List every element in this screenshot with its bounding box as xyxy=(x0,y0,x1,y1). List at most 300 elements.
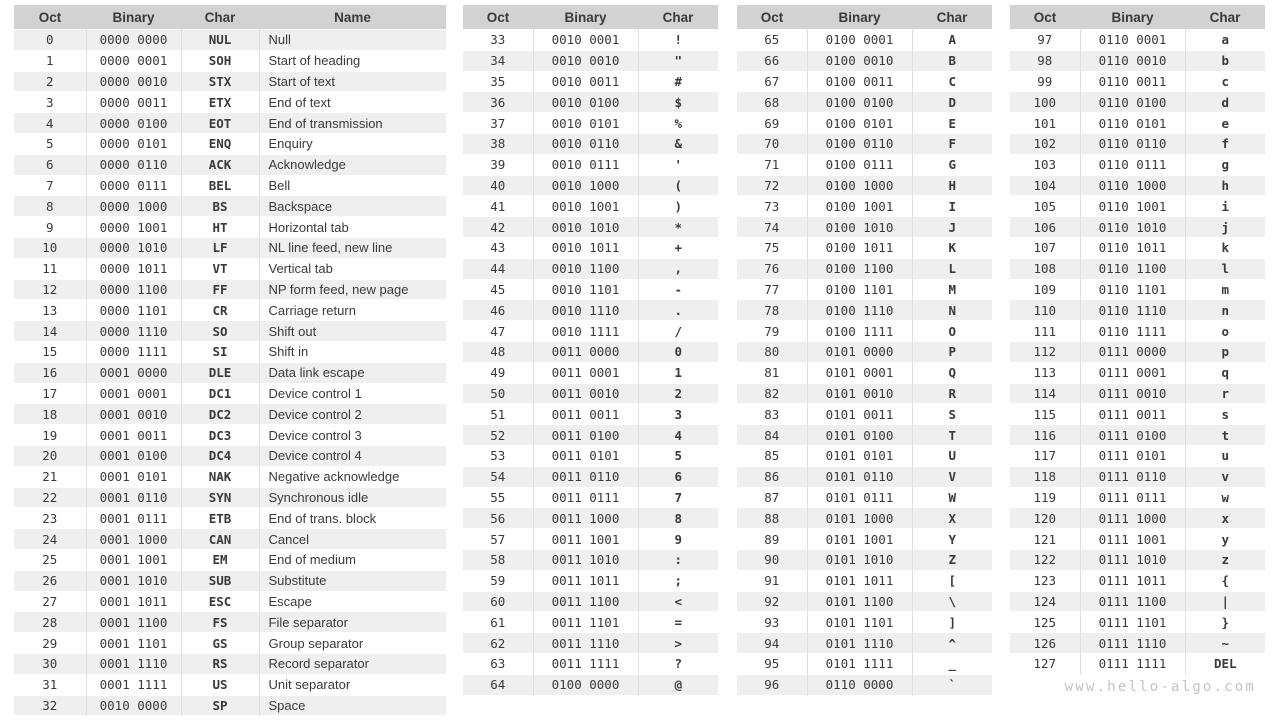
char-cell: q xyxy=(1185,362,1265,383)
oct-cell: 36 xyxy=(463,92,533,113)
binary-cell: 0110 1000 xyxy=(1080,175,1185,196)
table-row xyxy=(14,71,446,92)
char-cell: CAN xyxy=(181,529,259,550)
char-cell: T xyxy=(912,425,992,446)
char-cell: d xyxy=(1185,92,1265,113)
binary-cell: 0000 0001 xyxy=(86,50,181,71)
binary-cell: 0100 1110 xyxy=(807,300,912,321)
char-cell: t xyxy=(1185,425,1265,446)
char-cell: a xyxy=(1185,30,1265,51)
column-header: Char xyxy=(638,5,718,30)
table-row xyxy=(14,113,446,134)
oct-cell: 65 xyxy=(737,30,807,51)
binary-cell: 0100 0110 xyxy=(807,133,912,154)
binary-cell: 0001 1100 xyxy=(86,612,181,633)
table-row xyxy=(1010,175,1265,196)
oct-cell: 99 xyxy=(1010,71,1080,92)
oct-cell: 105 xyxy=(1010,196,1080,217)
table-row xyxy=(14,92,446,113)
table-row xyxy=(14,321,446,342)
table-row xyxy=(737,300,992,321)
table-row xyxy=(14,674,446,695)
oct-cell: 82 xyxy=(737,383,807,404)
char-cell: @ xyxy=(638,674,718,695)
oct-cell: 103 xyxy=(1010,154,1080,175)
char-cell: Y xyxy=(912,529,992,550)
column-header: Oct xyxy=(737,5,807,30)
char-cell: SOH xyxy=(181,50,259,71)
table-row xyxy=(737,508,992,529)
oct-cell: 62 xyxy=(463,633,533,654)
table-row xyxy=(1010,300,1265,321)
oct-cell: 14 xyxy=(14,321,86,342)
oct-cell: 79 xyxy=(737,321,807,342)
binary-cell: 0111 0011 xyxy=(1080,404,1185,425)
binary-cell: 0110 0000 xyxy=(807,674,912,695)
oct-cell: 31 xyxy=(14,674,86,695)
table-row xyxy=(14,175,446,196)
char-cell: C xyxy=(912,71,992,92)
char-cell: _ xyxy=(912,653,992,674)
char-cell: p xyxy=(1185,341,1265,362)
oct-cell: 71 xyxy=(737,154,807,175)
table-row xyxy=(14,217,446,238)
oct-cell: 2 xyxy=(14,71,86,92)
header-row xyxy=(1010,5,1265,30)
binary-cell: 0101 0000 xyxy=(807,341,912,362)
oct-cell: 97 xyxy=(1010,30,1080,51)
char-cell: D xyxy=(912,92,992,113)
binary-cell: 0001 1111 xyxy=(86,674,181,695)
oct-cell: 90 xyxy=(737,549,807,570)
column-header: Binary xyxy=(533,5,638,30)
char-cell: \ xyxy=(912,591,992,612)
char-cell: L xyxy=(912,258,992,279)
ascii-table-control-chars xyxy=(14,5,446,716)
binary-cell: 0001 0100 xyxy=(86,445,181,466)
binary-cell: 0100 0001 xyxy=(807,30,912,51)
char-cell: EOT xyxy=(181,113,259,134)
name-cell: Device control 4 xyxy=(259,445,446,466)
oct-cell: 86 xyxy=(737,466,807,487)
name-cell: Device control 2 xyxy=(259,404,446,425)
ascii-table-uppercase-letters xyxy=(737,5,992,696)
oct-cell: 17 xyxy=(14,383,86,404)
char-cell: A xyxy=(912,30,992,51)
oct-cell: 89 xyxy=(737,529,807,550)
oct-cell: 75 xyxy=(737,237,807,258)
binary-cell: 0010 0110 xyxy=(533,133,638,154)
oct-cell: 50 xyxy=(463,383,533,404)
oct-cell: 42 xyxy=(463,217,533,238)
binary-cell: 0100 1011 xyxy=(807,237,912,258)
binary-cell: 0010 0001 xyxy=(533,30,638,51)
oct-cell: 40 xyxy=(463,175,533,196)
char-cell: P xyxy=(912,341,992,362)
name-cell: Backspace xyxy=(259,196,446,217)
oct-cell: 49 xyxy=(463,362,533,383)
table-row xyxy=(737,591,992,612)
binary-cell: 0110 0101 xyxy=(1080,113,1185,134)
binary-cell: 0011 1010 xyxy=(533,549,638,570)
char-cell: j xyxy=(1185,217,1265,238)
table-row xyxy=(14,133,446,154)
table-row xyxy=(463,487,718,508)
name-cell: Vertical tab xyxy=(259,258,446,279)
name-cell: Horizontal tab xyxy=(259,217,446,238)
char-cell: ^ xyxy=(912,633,992,654)
oct-cell: 23 xyxy=(14,508,86,529)
table-row xyxy=(737,133,992,154)
binary-cell: 0111 0100 xyxy=(1080,425,1185,446)
oct-cell: 78 xyxy=(737,300,807,321)
oct-cell: 87 xyxy=(737,487,807,508)
binary-cell: 0100 0000 xyxy=(533,674,638,695)
binary-cell: 0001 1101 xyxy=(86,633,181,654)
binary-cell: 0011 0010 xyxy=(533,383,638,404)
binary-cell: 0111 1100 xyxy=(1080,591,1185,612)
oct-cell: 0 xyxy=(14,30,86,51)
binary-cell: 0001 0101 xyxy=(86,466,181,487)
binary-cell: 0101 1000 xyxy=(807,508,912,529)
binary-cell: 0000 0000 xyxy=(86,30,181,51)
char-cell: 8 xyxy=(638,508,718,529)
oct-cell: 20 xyxy=(14,445,86,466)
char-cell: SP xyxy=(181,695,259,716)
binary-cell: 0100 0011 xyxy=(807,71,912,92)
char-cell: STX xyxy=(181,71,259,92)
char-cell: CR xyxy=(181,300,259,321)
oct-cell: 38 xyxy=(463,133,533,154)
oct-cell: 44 xyxy=(463,258,533,279)
table-row xyxy=(1010,425,1265,446)
char-cell: BS xyxy=(181,196,259,217)
binary-cell: 0001 0000 xyxy=(86,362,181,383)
binary-cell: 0101 0010 xyxy=(807,383,912,404)
binary-cell: 0011 0110 xyxy=(533,466,638,487)
name-cell: Carriage return xyxy=(259,300,446,321)
char-cell: V xyxy=(912,466,992,487)
char-cell: o xyxy=(1185,321,1265,342)
binary-cell: 0111 0110 xyxy=(1080,466,1185,487)
binary-cell: 0000 0011 xyxy=(86,92,181,113)
binary-cell: 0011 0011 xyxy=(533,404,638,425)
binary-cell: 0111 1001 xyxy=(1080,529,1185,550)
table-row xyxy=(463,445,718,466)
table-row xyxy=(463,237,718,258)
binary-cell: 0111 0000 xyxy=(1080,341,1185,362)
binary-cell: 0101 0111 xyxy=(807,487,912,508)
char-cell: ACK xyxy=(181,154,259,175)
oct-cell: 21 xyxy=(14,466,86,487)
char-cell: c xyxy=(1185,71,1265,92)
table-row xyxy=(14,612,446,633)
name-cell: End of transmission xyxy=(259,113,446,134)
char-cell: + xyxy=(638,237,718,258)
table-row xyxy=(737,154,992,175)
table-row xyxy=(463,92,718,113)
oct-cell: 110 xyxy=(1010,300,1080,321)
char-cell: VT xyxy=(181,258,259,279)
char-cell: % xyxy=(638,113,718,134)
binary-cell: 0011 1111 xyxy=(533,653,638,674)
char-cell: S xyxy=(912,404,992,425)
binary-cell: 0000 0110 xyxy=(86,154,181,175)
char-cell: SUB xyxy=(181,570,259,591)
table-row xyxy=(1010,258,1265,279)
oct-cell: 122 xyxy=(1010,549,1080,570)
char-cell: m xyxy=(1185,279,1265,300)
oct-cell: 5 xyxy=(14,133,86,154)
oct-cell: 120 xyxy=(1010,508,1080,529)
binary-cell: 0000 1011 xyxy=(86,258,181,279)
table-row xyxy=(737,30,992,51)
oct-cell: 117 xyxy=(1010,445,1080,466)
oct-cell: 102 xyxy=(1010,133,1080,154)
oct-cell: 70 xyxy=(737,133,807,154)
table-row xyxy=(737,237,992,258)
binary-cell: 0100 1000 xyxy=(807,175,912,196)
table-row xyxy=(1010,196,1265,217)
name-cell: NP form feed, new page xyxy=(259,279,446,300)
binary-cell: 0111 1011 xyxy=(1080,570,1185,591)
table-row xyxy=(14,549,446,570)
oct-cell: 19 xyxy=(14,425,86,446)
table-row xyxy=(1010,279,1265,300)
binary-cell: 0011 1100 xyxy=(533,591,638,612)
binary-cell: 0010 1101 xyxy=(533,279,638,300)
binary-cell: 0101 1100 xyxy=(807,591,912,612)
binary-cell: 0100 1111 xyxy=(807,321,912,342)
oct-cell: 61 xyxy=(463,612,533,633)
table-row xyxy=(737,549,992,570)
binary-cell: 0101 0110 xyxy=(807,466,912,487)
table-row xyxy=(463,362,718,383)
char-cell: ) xyxy=(638,196,718,217)
oct-cell: 34 xyxy=(463,50,533,71)
column-header: Char xyxy=(1185,5,1265,30)
char-cell: / xyxy=(638,321,718,342)
oct-cell: 37 xyxy=(463,113,533,134)
binary-cell: 0101 0001 xyxy=(807,362,912,383)
char-cell: RS xyxy=(181,653,259,674)
table-row xyxy=(14,487,446,508)
binary-cell: 0010 0000 xyxy=(86,695,181,716)
table-row xyxy=(463,529,718,550)
char-cell: f xyxy=(1185,133,1265,154)
table-row xyxy=(463,633,718,654)
binary-cell: 0110 1011 xyxy=(1080,237,1185,258)
name-cell: End of trans. block xyxy=(259,508,446,529)
char-cell: l xyxy=(1185,258,1265,279)
binary-cell: 0010 0101 xyxy=(533,113,638,134)
char-cell: SI xyxy=(181,341,259,362)
name-cell: Cancel xyxy=(259,529,446,550)
char-cell: O xyxy=(912,321,992,342)
binary-cell: 0101 1101 xyxy=(807,612,912,633)
binary-cell: 0001 1001 xyxy=(86,549,181,570)
table-row xyxy=(1010,237,1265,258)
oct-cell: 66 xyxy=(737,50,807,71)
oct-cell: 116 xyxy=(1010,425,1080,446)
oct-cell: 47 xyxy=(463,321,533,342)
binary-cell: 0000 0100 xyxy=(86,113,181,134)
table-row xyxy=(463,300,718,321)
table-row xyxy=(463,154,718,175)
table-row xyxy=(737,633,992,654)
binary-cell: 0111 1010 xyxy=(1080,549,1185,570)
char-cell: NAK xyxy=(181,466,259,487)
oct-cell: 25 xyxy=(14,549,86,570)
binary-cell: 0101 1001 xyxy=(807,529,912,550)
table-row xyxy=(737,71,992,92)
oct-cell: 24 xyxy=(14,529,86,550)
name-cell: Enquiry xyxy=(259,133,446,154)
binary-cell: 0011 1000 xyxy=(533,508,638,529)
char-cell: w xyxy=(1185,487,1265,508)
table-row xyxy=(463,30,718,51)
char-cell: i xyxy=(1185,196,1265,217)
header-row xyxy=(463,5,718,30)
name-cell: Bell xyxy=(259,175,446,196)
binary-cell: 0001 1010 xyxy=(86,570,181,591)
name-cell: Device control 3 xyxy=(259,425,446,446)
oct-cell: 124 xyxy=(1010,591,1080,612)
table-row xyxy=(463,591,718,612)
oct-cell: 10 xyxy=(14,237,86,258)
table-row xyxy=(14,237,446,258)
oct-cell: 113 xyxy=(1010,362,1080,383)
char-cell: ( xyxy=(638,175,718,196)
char-cell: ` xyxy=(912,674,992,695)
oct-cell: 46 xyxy=(463,300,533,321)
oct-cell: 73 xyxy=(737,196,807,217)
oct-cell: 106 xyxy=(1010,217,1080,238)
char-cell: 3 xyxy=(638,404,718,425)
char-cell: ENQ xyxy=(181,133,259,154)
oct-cell: 26 xyxy=(14,570,86,591)
column-header: Binary xyxy=(86,5,181,30)
char-cell: $ xyxy=(638,92,718,113)
table-row xyxy=(463,258,718,279)
binary-cell: 0010 0011 xyxy=(533,71,638,92)
char-cell: n xyxy=(1185,300,1265,321)
char-cell: DC2 xyxy=(181,404,259,425)
char-cell: . xyxy=(638,300,718,321)
char-cell: - xyxy=(638,279,718,300)
table-row xyxy=(14,404,446,425)
oct-cell: 27 xyxy=(14,591,86,612)
oct-cell: 9 xyxy=(14,217,86,238)
binary-cell: 0110 1110 xyxy=(1080,300,1185,321)
binary-cell: 0101 1011 xyxy=(807,570,912,591)
binary-cell: 0010 1100 xyxy=(533,258,638,279)
oct-cell: 22 xyxy=(14,487,86,508)
oct-cell: 88 xyxy=(737,508,807,529)
name-cell: End of text xyxy=(259,92,446,113)
char-cell: DC1 xyxy=(181,383,259,404)
binary-cell: 0100 1001 xyxy=(807,196,912,217)
binary-cell: 0000 0101 xyxy=(86,133,181,154)
binary-cell: 0011 0101 xyxy=(533,445,638,466)
table-row xyxy=(1010,362,1265,383)
table-row xyxy=(1010,71,1265,92)
oct-cell: 57 xyxy=(463,529,533,550)
oct-cell: 48 xyxy=(463,341,533,362)
binary-cell: 0111 0101 xyxy=(1080,445,1185,466)
binary-cell: 0111 0001 xyxy=(1080,362,1185,383)
binary-cell: 0110 1101 xyxy=(1080,279,1185,300)
table-row xyxy=(1010,487,1265,508)
binary-cell: 0011 1110 xyxy=(533,633,638,654)
table-row xyxy=(737,466,992,487)
binary-cell: 0110 0110 xyxy=(1080,133,1185,154)
oct-cell: 121 xyxy=(1010,529,1080,550)
binary-cell: 0010 1011 xyxy=(533,237,638,258)
binary-cell: 0100 0101 xyxy=(807,113,912,134)
char-cell: z xyxy=(1185,549,1265,570)
table-row xyxy=(463,196,718,217)
binary-cell: 0111 1000 xyxy=(1080,508,1185,529)
oct-cell: 95 xyxy=(737,653,807,674)
binary-cell: 0111 0010 xyxy=(1080,383,1185,404)
char-cell: H xyxy=(912,175,992,196)
char-cell: DEL xyxy=(1185,653,1265,674)
char-cell: Z xyxy=(912,549,992,570)
binary-cell: 0101 0101 xyxy=(807,445,912,466)
char-cell: ETB xyxy=(181,508,259,529)
table-row xyxy=(737,404,992,425)
char-cell: FF xyxy=(181,279,259,300)
name-cell: Start of text xyxy=(259,71,446,92)
binary-cell: 0101 0100 xyxy=(807,425,912,446)
oct-cell: 101 xyxy=(1010,113,1080,134)
oct-cell: 33 xyxy=(463,30,533,51)
oct-cell: 107 xyxy=(1010,237,1080,258)
oct-cell: 56 xyxy=(463,508,533,529)
oct-cell: 55 xyxy=(463,487,533,508)
oct-cell: 69 xyxy=(737,113,807,134)
oct-cell: 119 xyxy=(1010,487,1080,508)
table-row xyxy=(14,50,446,71)
binary-cell: 0010 1000 xyxy=(533,175,638,196)
oct-cell: 43 xyxy=(463,237,533,258)
oct-cell: 72 xyxy=(737,175,807,196)
char-cell: 9 xyxy=(638,529,718,550)
oct-cell: 100 xyxy=(1010,92,1080,113)
char-cell: ESC xyxy=(181,591,259,612)
oct-cell: 114 xyxy=(1010,383,1080,404)
table-row xyxy=(1010,92,1265,113)
char-cell: ~ xyxy=(1185,633,1265,654)
table-row xyxy=(463,113,718,134)
char-cell: [ xyxy=(912,570,992,591)
char-cell: & xyxy=(638,133,718,154)
table-row xyxy=(14,591,446,612)
table-row xyxy=(1010,217,1265,238)
char-cell: 1 xyxy=(638,362,718,383)
oct-cell: 108 xyxy=(1010,258,1080,279)
oct-cell: 32 xyxy=(14,695,86,716)
oct-cell: 11 xyxy=(14,258,86,279)
binary-cell: 0110 1100 xyxy=(1080,258,1185,279)
binary-cell: 0100 0100 xyxy=(807,92,912,113)
oct-cell: 104 xyxy=(1010,175,1080,196)
oct-cell: 39 xyxy=(463,154,533,175)
binary-cell: 0010 0100 xyxy=(533,92,638,113)
char-cell: K xyxy=(912,237,992,258)
oct-cell: 53 xyxy=(463,445,533,466)
